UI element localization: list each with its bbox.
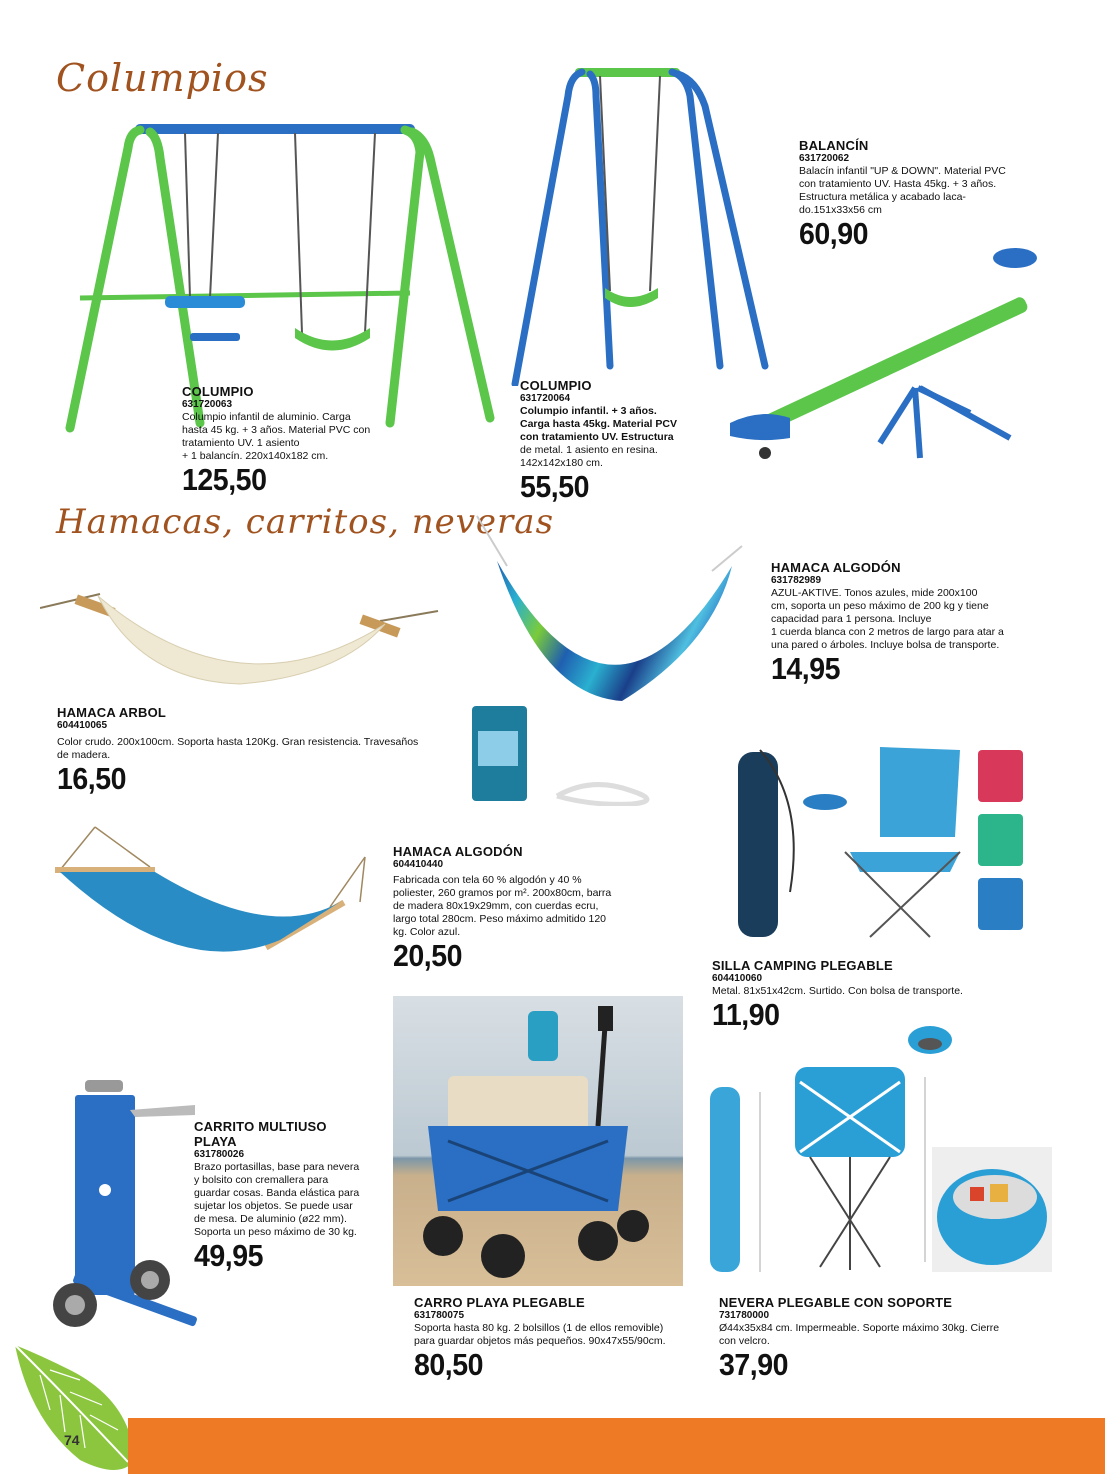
product-code: 631780075 — [414, 1310, 465, 1321]
product-desc-line: AZUL-AKTIVE. Tonos azules, mide 200x100 — [771, 587, 978, 599]
product-balancin — [799, 138, 1039, 251]
product-desc-line: kg. Color azul. — [393, 926, 461, 938]
product-desc-line: Balacín infantil "UP & DOWN". Material PVC — [799, 165, 1006, 177]
product-price: 80,50 — [414, 1347, 484, 1382]
product-desc-line: Brazo portasillas, base para nevera — [194, 1161, 360, 1173]
product-desc-line: Soporta un peso máximo de 30 kg. — [194, 1226, 357, 1238]
product-desc-line: con tratamiento UV. Estructura — [520, 431, 674, 443]
product-desc-line: con velcro. — [719, 1335, 770, 1347]
product-price: 55,50 — [520, 469, 590, 504]
product-desc-line: Columpio infantil. + 3 años. — [520, 405, 657, 417]
section-title-hammocks: Hamacas, carritos, neveras — [56, 502, 555, 542]
product-carro-playa — [414, 1295, 704, 1382]
product-desc-line: una pared o árboles. Incluye bolsa de transporte. — [771, 639, 1000, 651]
product-desc-line: Soporta hasta 80 kg. 2 bolsillos (1 de ellos removible) — [414, 1322, 664, 1334]
product-desc-line: guardar cosas. Banda elástica para — [194, 1187, 360, 1199]
product-name: CARRO PLAYA PLEGABLE — [414, 1295, 585, 1310]
product-silla-camping — [712, 958, 1032, 1032]
product-desc-line: Columpio infantil de aluminio. Carga — [182, 411, 351, 423]
product-desc-line: poliester, 260 gramos por m². 200x80cm, barra — [393, 887, 612, 899]
product-name: SILLA CAMPING PLEGABLE — [712, 958, 893, 973]
product-desc-line: para guardar objetos más pequeños. 90x47x55/90cm. — [414, 1335, 666, 1347]
product-desc-line: 1 cuerda blanca con 2 metros de largo para atar a — [771, 626, 1004, 638]
product-price: 14,95 — [771, 651, 841, 686]
product-name: HAMACA ALGODÓN — [393, 844, 523, 859]
product-desc-line: 142x142x180 cm. — [520, 457, 603, 469]
product-desc-line: hasta 45 kg. + 3 años. Material PVC con — [182, 424, 371, 436]
product-hamaca-algodon-1 — [771, 560, 1061, 686]
product-desc-line: Fabricada con tela 60 % algodón y 40 % — [393, 874, 582, 886]
product-name: NEVERA PLEGABLE CON SOPORTE — [719, 1295, 953, 1310]
product-hamaca-algodon-2 — [393, 844, 643, 973]
product-desc-line: y bolsito con cremallera para — [194, 1174, 329, 1186]
product-desc-line: capacidad para 1 persona. Incluye — [771, 613, 932, 625]
product-name: COLUMPIO — [182, 384, 254, 399]
product-code: 631720063 — [182, 399, 233, 410]
camping-chair-image — [720, 742, 1030, 942]
product-desc-line: de madera 80x19x29mm, con cuerdas ecru, — [393, 900, 599, 912]
hammock-cream-image — [40, 566, 440, 696]
beach-trolley-image — [45, 1075, 205, 1345]
product-code: 631780026 — [194, 1149, 245, 1160]
product-desc-line: Metal. 81x51x42cm. Surtido. Con bolsa de transporte. — [712, 985, 963, 997]
product-name: HAMACA ALGODÓN — [771, 560, 901, 575]
product-code: 731780000 — [719, 1310, 770, 1321]
product-desc-line: Carga hasta 45kg. Material PCV — [520, 418, 677, 430]
product-name: COLUMPIO — [520, 378, 592, 393]
folding-cooler-image — [700, 1022, 1055, 1290]
product-desc-line: largo total 280cm. Peso máximo admitido 120 — [393, 913, 607, 925]
product-price: 125,50 — [182, 462, 267, 497]
footer-bar — [128, 1418, 1105, 1474]
product-code: 631782989 — [771, 575, 822, 586]
product-desc-line: Color crudo. 200x100cm. Soporta hasta 120Kg. Gran resistencia. Travesaños — [57, 736, 419, 748]
product-desc-line: Estructura metálica y acabado laca- — [799, 191, 966, 203]
product-desc-line: de mesa. De aluminio (ø22 mm). — [194, 1213, 347, 1225]
product-desc-line: Ø44x35x84 cm. Impermeable. Soporte máximo 30kg. Cierre — [719, 1322, 1000, 1334]
product-hamaca-arbol — [57, 705, 457, 796]
product-code: 604410065 — [57, 720, 108, 731]
product-desc-line: tratamiento UV. 1 asiento — [182, 437, 300, 449]
product-price: 11,90 — [712, 997, 780, 1032]
product-code: 631720062 — [799, 153, 850, 164]
product-price: 49,95 — [194, 1238, 264, 1273]
product-desc-line: sujetar los objetos. Se puede usar — [194, 1200, 353, 1212]
product-price: 37,90 — [719, 1347, 789, 1382]
product-desc-line: de madera. — [57, 749, 111, 761]
product-carrito-multiuso — [194, 1119, 384, 1273]
beach-wagon-image — [393, 996, 683, 1286]
product-name: CARRITO MULTIUSO — [194, 1119, 327, 1134]
product-nevera-plegable — [719, 1295, 1039, 1382]
product-code: 631720064 — [520, 393, 571, 404]
product-desc-line: + 1 balancín. 220x140x182 cm. — [182, 450, 329, 462]
hammock-blue-image — [40, 822, 380, 982]
product-code: 604410060 — [712, 973, 763, 984]
page-number: 74 — [64, 1432, 80, 1448]
product-code: 604410440 — [393, 859, 444, 870]
product-name: BALANCÍN — [799, 138, 869, 153]
leaf-icon — [10, 1340, 140, 1474]
product-columpio-2 — [520, 378, 720, 504]
product-name: HAMACA ARBOL — [57, 705, 167, 720]
seesaw-image — [720, 238, 1050, 468]
product-price: 20,50 — [393, 938, 463, 973]
product-desc-line: con tratamiento UV. Hasta 45kg. + 3 años. — [799, 178, 997, 190]
product-price: 60,90 — [799, 216, 869, 251]
product-desc-line: de metal. 1 asiento en resina. — [520, 444, 658, 456]
product-desc-line: cm, soporta un peso máximo de 200 kg y tiene — [771, 600, 989, 612]
product-desc-line: do.151x33x56 cm — [799, 204, 882, 216]
product-columpio-1 — [182, 384, 422, 497]
section-title-swings: Columpios — [56, 56, 269, 100]
product-name: PLAYA — [194, 1134, 237, 1149]
product-price: 16,50 — [57, 761, 127, 796]
